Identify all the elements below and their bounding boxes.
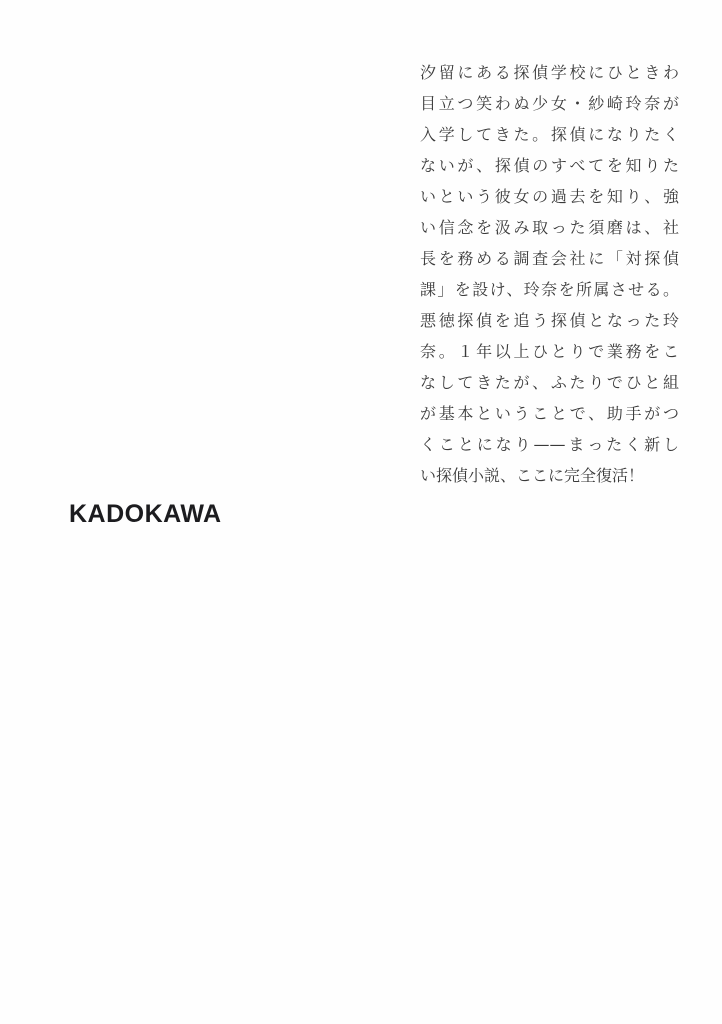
synopsis-line: くことになり——まったく新し xyxy=(420,435,679,454)
kadokawa-logo: KADOKAWA xyxy=(69,500,222,528)
synopsis-line: い探偵小説、ここに完全復活！ xyxy=(420,466,645,485)
synopsis-line: 奈。１年以上ひとりで業務をこ xyxy=(420,342,679,361)
synopsis-text-block xyxy=(420,57,679,491)
synopsis-line: 課」を設け、玲奈を所属させる。 xyxy=(420,280,679,299)
synopsis-line: なしてきたが、ふたりでひと組 xyxy=(420,373,679,392)
synopsis-line: 入学してきた。探偵になりたく xyxy=(420,125,679,144)
synopsis-line: いという彼女の過去を知り、強 xyxy=(420,187,679,206)
synopsis-line: 悪徳探偵を追う探偵となった玲 xyxy=(420,311,679,330)
synopsis-line: ないが、探偵のすべてを知りた xyxy=(420,156,679,175)
synopsis-line: い信念を汲み取った須磨は、社 xyxy=(420,218,679,237)
synopsis-line: 目立つ笑わぬ少女・紗崎玲奈が xyxy=(420,94,679,113)
synopsis-line: 長を務める調査会社に「対探偵 xyxy=(420,249,679,268)
synopsis-line: が基本ということで、助手がつ xyxy=(420,404,679,423)
synopsis-line: 汐留にある探偵学校にひときわ xyxy=(420,63,679,82)
